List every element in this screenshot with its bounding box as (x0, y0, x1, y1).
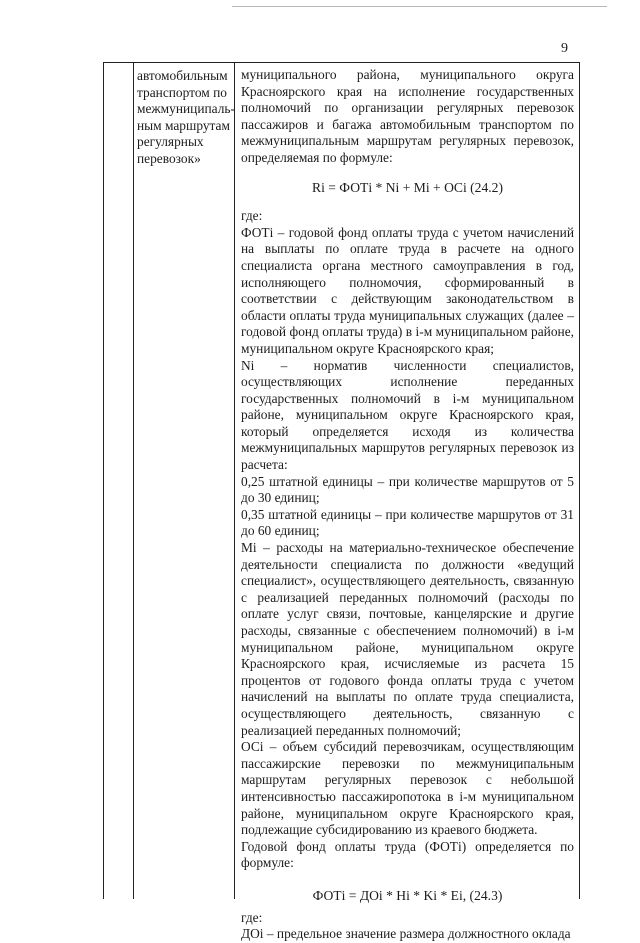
left-cell-line: перевозок» (137, 150, 201, 166)
table-cell-right (241, 67, 574, 943)
table-border-divider-2 (234, 62, 235, 899)
formula-24-3: ФОТi = ДОi * Hi * Ki * Ei, (24.3) (312, 887, 503, 903)
where-label: где: (241, 208, 263, 224)
definition-do: ДОi – предельное значение размера должностного оклада (241, 926, 571, 942)
table-border-right (579, 62, 580, 899)
left-cell-line: ным маршрутам (137, 117, 230, 133)
fot-intro-paragraph: Годовой фонд оплаты труда (ФОТi) определяется по формуле: (241, 838, 574, 871)
staffing-rule-1: 0,25 штатной единицы – при количестве маршрутов от 5 до 30 единиц; (241, 473, 574, 506)
left-cell-line: автомобильным (137, 68, 228, 83)
left-cell-line: межмуниципаль- (137, 101, 235, 117)
table-border-top (103, 62, 580, 63)
table-border-left (103, 62, 104, 899)
left-cell-line: регулярных (137, 134, 204, 150)
table-cell-left (137, 68, 235, 168)
formula-24-2: Ri = ФОТi * Ni + Mi + OCi (24.2) (312, 179, 503, 195)
definition-oc: ОСi – объем субсидий перевозчикам, осуществляющим пассажирские перевозки по межмуниципальным маршрутам регулярных перевозок с небольшой интенсивностью пассажиропотока в i-м муниципальном районе, муниципальном округе Красноярского края, подлежащие субсидированию из краевого бюджета. (241, 739, 574, 838)
definition-fot: ФОТi – годовой фонд оплаты труда с учетом начислений на выплаты по оплате труда в расчете на одного специалиста органа местного самоуправления в год, исполняющего полномочия, сформированный в соответствии с действующим законодательством в области оплаты труда муниципальных служащих (далее – годовой фонд оплаты труда) в i-м муниципальном районе, муниципальном округе Красноярского края; (241, 224, 574, 356)
scan-artifact-line (232, 6, 607, 7)
definition-m: Mi – расходы на материально-техническое обеспечение деятельности специалиста по должности «ведущий специалист», осуществляющего деятельность, связанную с реализацией переданных полномочий (расходы по оплате услуг связи, почтовые, канцелярские и другие расходы, связанные с обеспечением полномочий) в i-м муниципальном районе, муниципальном округе Красноярского края, исчисляемые из расчета 15 процентов от годового фонда оплаты труда с учетом начислений на выплаты по оплате труда специалиста, осуществляющего деятельность, связанную с реализацией переданных полномочий; (241, 540, 574, 738)
page-number: 9 (561, 41, 568, 56)
where-label: где: (241, 909, 263, 925)
left-cell-line: транспортом по (137, 84, 227, 100)
table-border-divider-1 (133, 62, 134, 899)
staffing-rule-2: 0,35 штатной единицы – при количестве маршрутов от 31 до 60 единиц; (241, 506, 574, 539)
intro-paragraph: муниципального района, муниципального округа Красноярского края на исполнение государственных полномочий по организации регулярных перевозок пассажиров и багажа автомобильным транспортом по межмуниципальным маршрутам регулярных перевозок, определяемая по формуле: (241, 67, 574, 165)
definition-n: Ni – норматив численности специалистов, осуществляющих исполнение переданных государственных полномочий в i-м муниципальном районе, муниципальном округе Красноярского края, который определяется исходя из количества межмуниципальных маршрутов регулярных перевозок из расчета: (241, 357, 574, 473)
